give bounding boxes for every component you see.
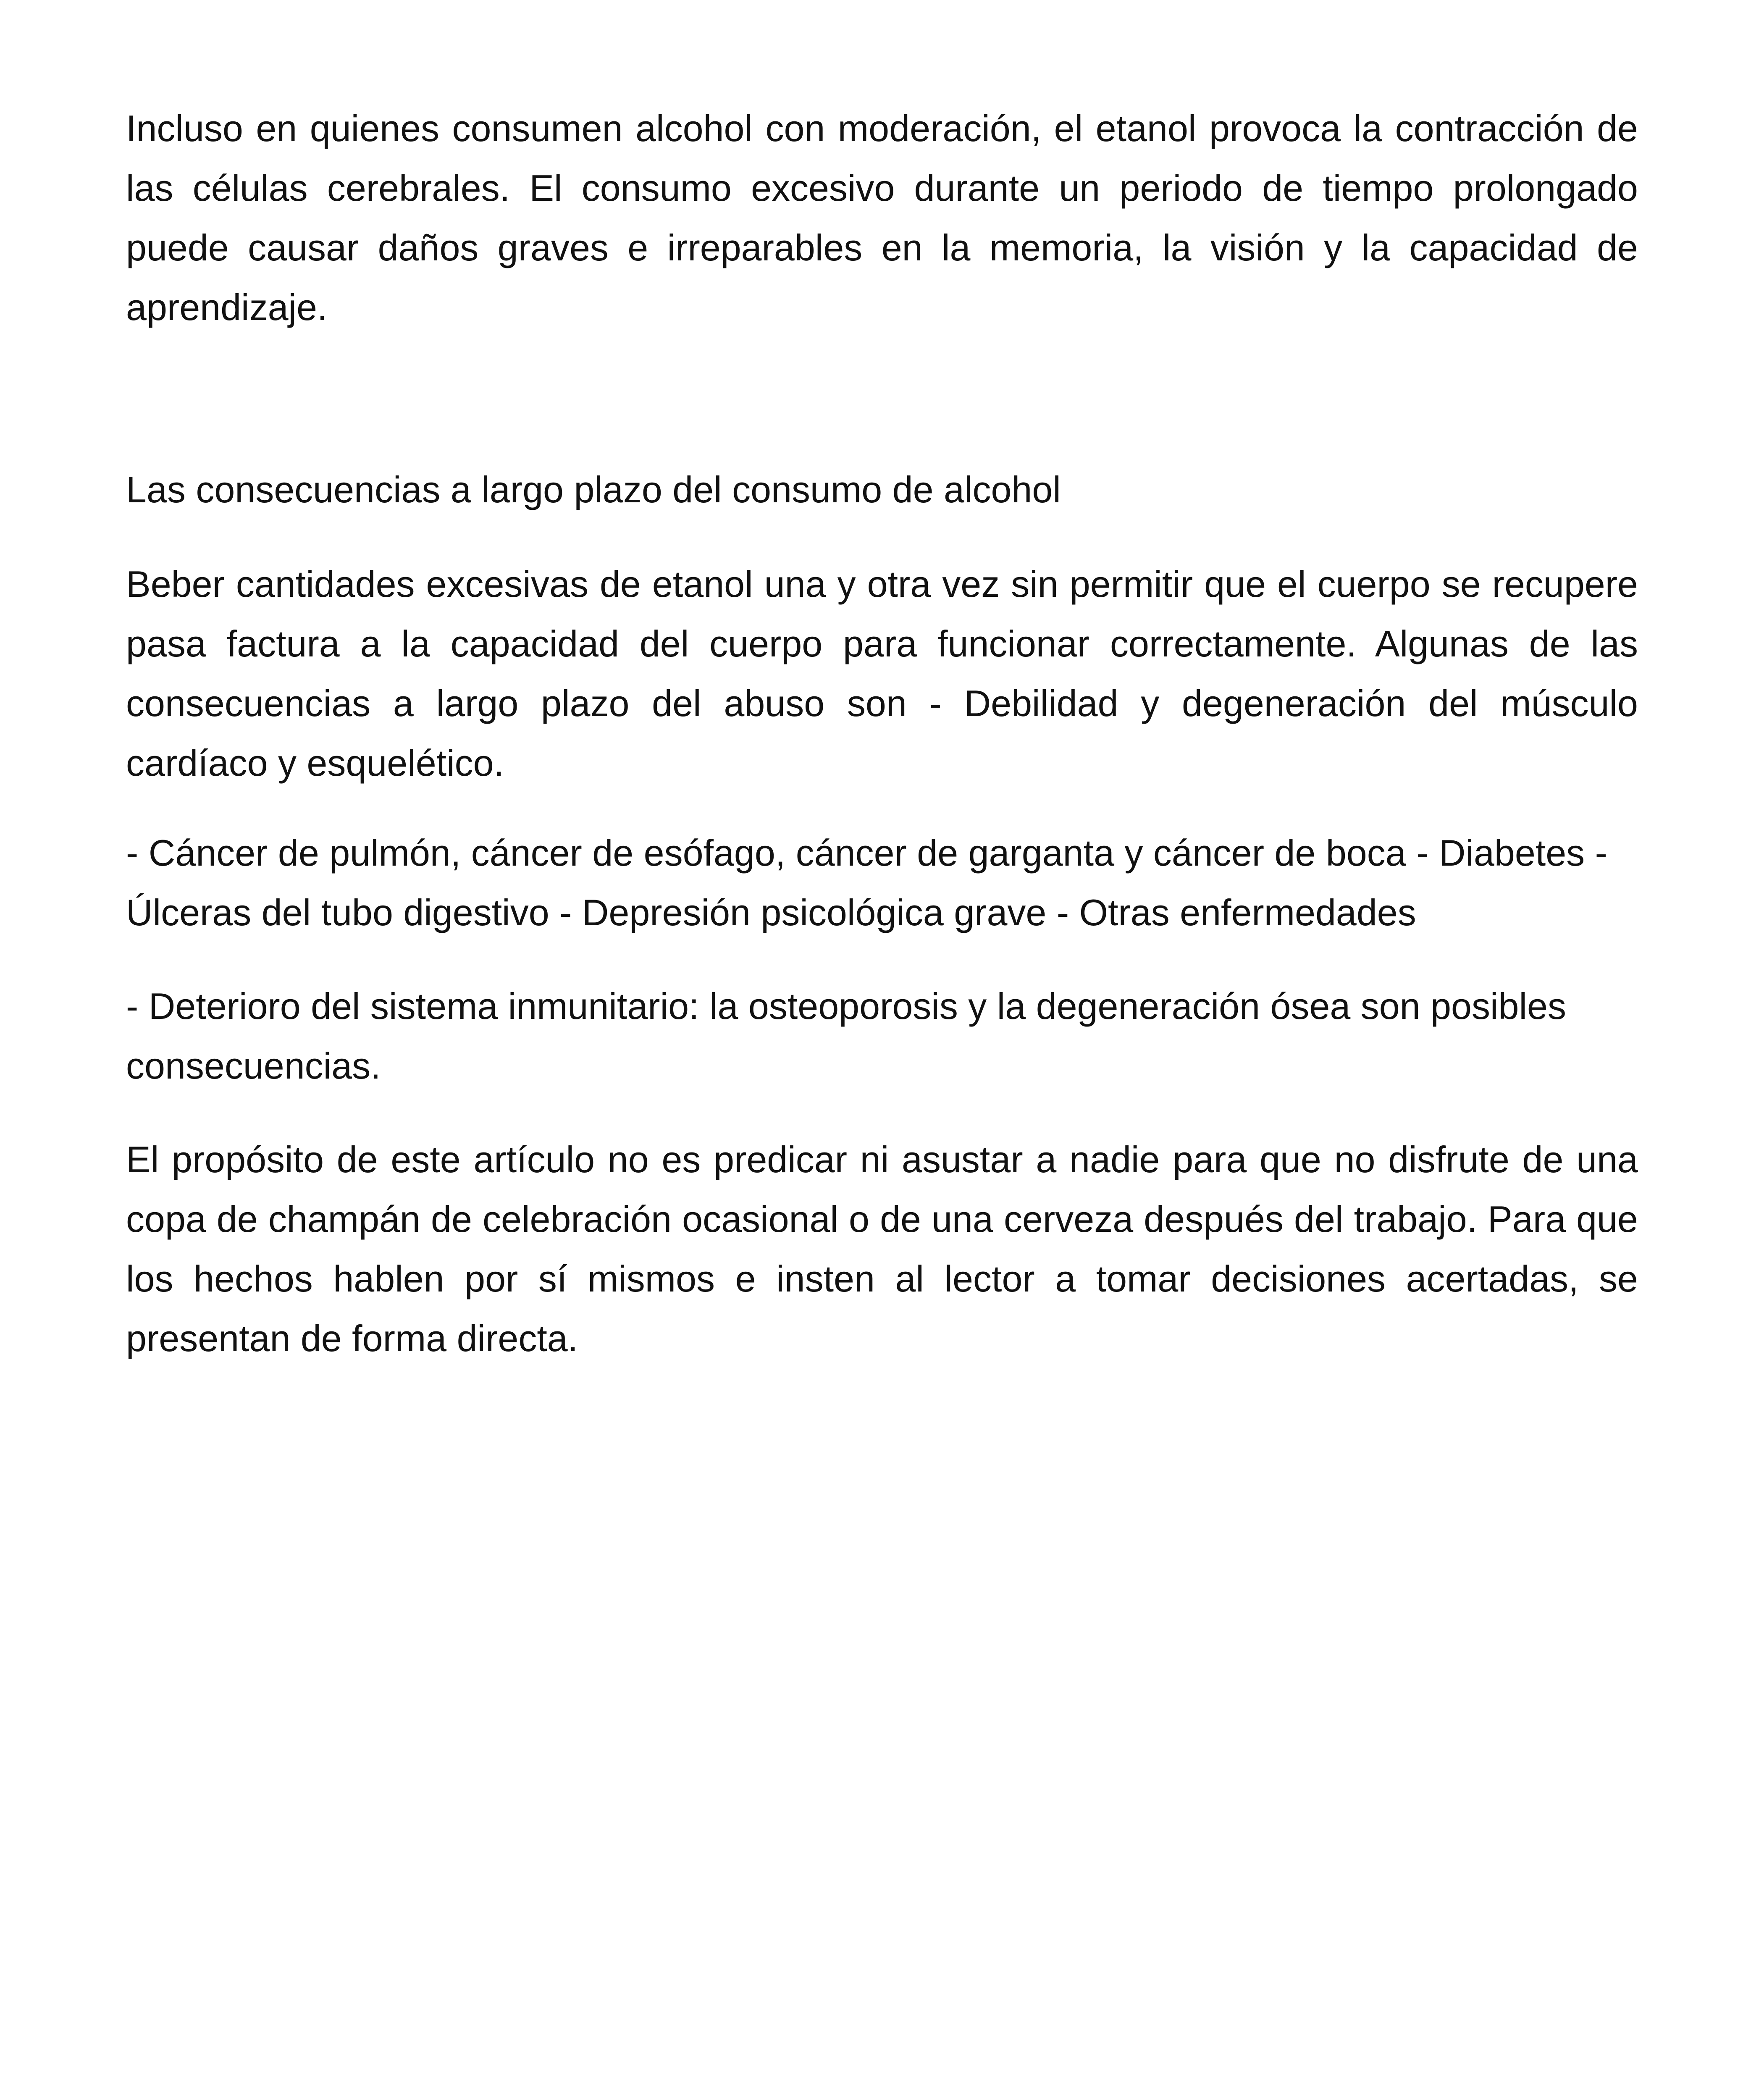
paragraph-purpose: El propósito de este artículo no es predicar ni asustar a nadie para que no disfrute de una copa de champán de celebración ocasional o de una cerveza después del trabajo. Para que los hechos hablen por sí mismos e insten al lector a tomar decisiones acertadas, se presentan de forma directa.	[126, 1139, 1638, 1359]
section-heading: Las consecuencias a largo plazo del consumo de alcohol	[126, 469, 1061, 510]
paragraph-immune-system: - Deterioro del sistema inmunitario: la osteoporosis y la degeneración ósea son posibles consecuencias.	[126, 985, 1566, 1087]
paragraph-diseases-list: - Cáncer de pulmón, cáncer de esófago, cáncer de garganta y cáncer de boca - Diabetes - Úlceras del tubo digestivo - Depresión psicológica grave - Otras enfermedades	[126, 832, 1607, 933]
paragraph-intro: Incluso en quienes consumen alcohol con moderación, el etanol provoca la contracción de las células cerebrales. El consumo excesivo durante un periodo de tiempo prolongado puede causar daños graves e irreparables en la memoria, la visión y la capacidad de aprendizaje.	[126, 108, 1638, 328]
paragraph-consequences: Beber cantidades excesivas de etanol una y otra vez sin permitir que el cuerpo se recupere pasa factura a la capacidad del cuerpo para funcionar correctamente. Algunas de las consecuencias a largo plazo del abuso son - Debilidad y degeneración del músculo cardíaco y esquelético.	[126, 563, 1638, 784]
